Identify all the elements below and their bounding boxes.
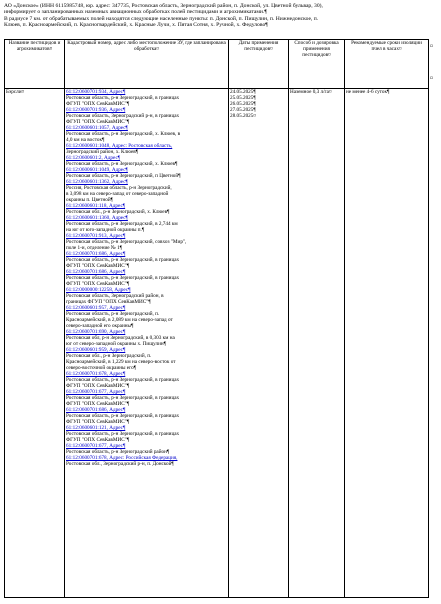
cadastral-number[interactable]: 61:12:0600601:1360, Адрес¶	[66, 215, 128, 221]
cadastral-address: Ростовская область, Зерноградский р-н, в границах	[66, 113, 180, 119]
cadastral-address: Красноармейский, в 2,089 км на северо-запад от	[66, 317, 173, 323]
method-value: Наземное 0,3 л/га¤	[290, 89, 332, 95]
table-row	[5, 89, 429, 598]
cadastral-number[interactable]: 61:12:0600701:686, Адрес¶	[66, 251, 126, 257]
cadastral-address: ФГУП "ОПХ СевКавМИС"¶	[66, 281, 130, 287]
cadastral-address: границах ФГУП "ОПХ СевКавМИС"¶	[66, 299, 151, 305]
header-method: Способ и дозировка применения пестицидов¤	[289, 40, 345, 89]
cadastral-address: на юг от юго-западной окраины п.¶	[66, 227, 145, 233]
cell-pesticide	[5, 89, 65, 598]
cadastral-address: Ростовская область, р-н Зерноградский район¶	[66, 449, 170, 455]
cadastral-address: Ростовская область, р-н Зерноградский, в 2,744 км	[66, 221, 178, 227]
cadastral-number[interactable]: 61:12:0600701:913, Адрес¶	[66, 233, 126, 239]
cadastral-address: Ростовская область, р-н Зерноградский, в границах	[66, 95, 180, 101]
cadastral-address: Ростовская область, р-н Зерноградский, совхоз "Мир",	[66, 239, 187, 245]
header-line: Клюев, п. Красноармейский, п. Красногвардейский, х. Красные Лучи, х. Пятая Сотня, х. Ручной, х. Федулово¶	[4, 22, 268, 29]
header-cadastral: Кадастровый номер, адрес либо местоположение ЗУ, где запланирована обработка¤	[65, 40, 229, 89]
cadastral-number[interactable]: 61:12:0600701:690, Адрес¶	[66, 329, 126, 335]
cadastral-address: Ростовская область, р-н Зерноградский, в границах	[66, 413, 180, 419]
header-line: В радиусе 7 км. от обрабатываемых полей находятся следующие населенные пункты: п. Донской, п. Пищулин, п. Нижнедонское, п.	[4, 15, 319, 22]
treatment-table	[4, 39, 429, 598]
cadastral-address: Ростовская область, Зерноградский район, в	[66, 293, 164, 299]
cadastral-address: в 3,098 км на северо-запад от северо-западной	[66, 191, 169, 197]
cadastral-address: поле 1-и, отделение № 1¶	[66, 245, 123, 251]
cadastral-number[interactable]: 61:12:0600601:959, Адрес¶	[66, 347, 126, 353]
cadastral-number[interactable]: 61:12:0600601:121, Адрес¶	[66, 425, 126, 431]
cadastral-address: ФГУП "ОПХ СевКавМИС"¶	[66, 263, 130, 269]
cadastral-number[interactable]: 61:12:0600701:677, Адрес¶	[66, 443, 126, 449]
cadastral-number[interactable]: 61:12:0600601:957, Адрес¶	[66, 305, 126, 311]
date-item: 24.05.2025¶	[230, 89, 256, 95]
cadastral-list	[66, 89, 227, 467]
header-pesticide-name: Название пестицидов и агрохимикатов¤	[5, 40, 65, 89]
cadastral-address: окраины п. Цветной¶	[66, 197, 113, 203]
date-item: 28.05.2025¤	[230, 113, 256, 119]
date-item: 27.05.2025¶	[230, 107, 256, 113]
cadastral-address: Ростовская область, р-н Зерноградский, в границах	[66, 395, 180, 401]
cadastral-address: ФГУП "ОПХ СевКавМИС"¶	[66, 119, 130, 125]
cadastral-address: ФГУП "ОПХ СевКавМИС"¶	[66, 419, 130, 425]
cell-method	[289, 89, 345, 598]
cell-dates	[229, 89, 289, 598]
cadastral-number[interactable]: 61:12:0600701:686, Адрес¶	[66, 269, 126, 275]
cadastral-address: Ростовская область, р-н Зерноградский, в границах	[66, 377, 180, 383]
cadastral-address: ФГУП "ОПХ СевКавМИС"¶	[66, 101, 130, 107]
notice-header	[4, 3, 429, 29]
table-header-row	[5, 40, 429, 89]
row-end-mark: ¤	[430, 76, 433, 82]
cell-isolation	[345, 89, 429, 598]
cadastral-number[interactable]: 61:12:0600701:678, Адрес¶	[66, 371, 126, 377]
header-line: АО «Донское» (ИНН 6115985748, юр. адрес: 347735, Ростовская область, Зерноградский район, п. Донской, ул. Цветной бульвар, 30),	[4, 3, 323, 9]
cadastral-number[interactable]: 61:12:0000000:12258, Адрес¶	[66, 287, 131, 293]
cadastral-address: Ростовская область, р-н Зерноградский, в границах	[66, 275, 180, 281]
cadastral-number[interactable]: 61:12:0600601:1362, Адрес¶	[66, 179, 128, 185]
cadastral-number[interactable]: 61:12:0600601:1048, Адрес: Ростовская область,	[66, 143, 173, 149]
cadastral-address: ФГУП "ОПХ СевКавМИС"¶	[66, 401, 130, 407]
cadastral-number[interactable]: 61:12:0600601:1057, Адрес¶	[66, 125, 128, 131]
cadastral-address: Ростовская обл, р-н Зерноградский, в 0,303 км на	[66, 335, 175, 341]
cadastral-address: Ростовская обл., р-н Зерноградский, х. Клюев¶	[66, 209, 170, 215]
cadastral-address: Россия, Ростовская область, р-н Зерноградский,	[66, 185, 172, 191]
cadastral-address: Красноармейский, в 1,229 км на северо-восток от	[66, 359, 176, 365]
cadastral-address: ФГУП "ОПХ СевКавМИС"¶	[66, 383, 130, 389]
cadastral-number[interactable]: 61:12:0600701:936, Адрес¶	[66, 107, 126, 113]
header-dates: Даты применения пестицидов¤	[229, 40, 289, 89]
date-item: 25.05.2025¶	[230, 95, 256, 101]
cell-cadastral-list	[65, 89, 229, 598]
cadastral-address: Ростовская область, р-н Зерноградский, х. Клюев, в	[66, 131, 181, 137]
cadastral-address: Ростовская область, р-н Зерноградский, п Цветной¶	[66, 173, 181, 179]
cadastral-number[interactable]: 61:12:0600601:118, Адрес¶	[66, 203, 126, 209]
cadastral-address: Ростовская область, р-н Зерноградский, в границах	[66, 431, 180, 437]
cadastral-number[interactable]: 61:12:0600701:934, Адрес¶	[66, 89, 126, 95]
cadastral-address: Ростовская обл., р-н Зерноградский, п.	[66, 353, 152, 359]
row-end-mark: ¤	[430, 44, 433, 50]
header-isolation: Рекомендуемые сроки изоляции пчел в часах¤	[345, 40, 429, 89]
cadastral-number[interactable]: 61:12:0600701:686, Адрес¶	[66, 407, 126, 413]
cadastral-address: Зерноградский район, х. Клюев¶	[66, 149, 139, 155]
cadastral-address: 4,0 км на восток¶	[66, 137, 105, 143]
cadastral-address: юг от северо-западной окраины х. Пищулин¶	[66, 341, 167, 347]
cadastral-address: северо-восточной окраины его¶	[66, 365, 137, 371]
cadastral-number[interactable]: 61:12:0600701:677, Адрес¶	[66, 389, 126, 395]
cadastral-address: Ростовская область, р-н Зерноградский, п.	[66, 311, 160, 317]
header-line: информирует о запланированных наземных авиационных обработках полей пестицидами и агрохимикатами.¶	[4, 9, 267, 16]
cadastral-address: северо-западной его окраины¶	[66, 323, 134, 329]
pesticide-name: Бэрсли¤	[6, 89, 25, 95]
cadastral-address: Ростовская область, р-н Зерноградский, х. Клюев¶	[66, 161, 178, 167]
isolation-value: не менее 4-6 суток¶	[346, 89, 390, 95]
cadastral-address: ФГУП "ОПХ СевКавМИС"¶	[66, 437, 130, 443]
cadastral-address: Ростовская область, р-н Зерноградский, в границах	[66, 257, 180, 263]
cadastral-number[interactable]: 61:12:0600701:678, Адрес: Российская Федерация,	[66, 455, 178, 461]
date-item: 26.05.2025¶	[230, 101, 256, 107]
cadastral-number[interactable]: 61:12:0600601:2, Адрес¶	[66, 155, 121, 161]
cadastral-number[interactable]: 61:12:0600601:1049, Адрес¶	[66, 167, 128, 173]
cadastral-address: Ростовская обл., Зерноградский р-н, п. Донской¶	[66, 461, 174, 467]
